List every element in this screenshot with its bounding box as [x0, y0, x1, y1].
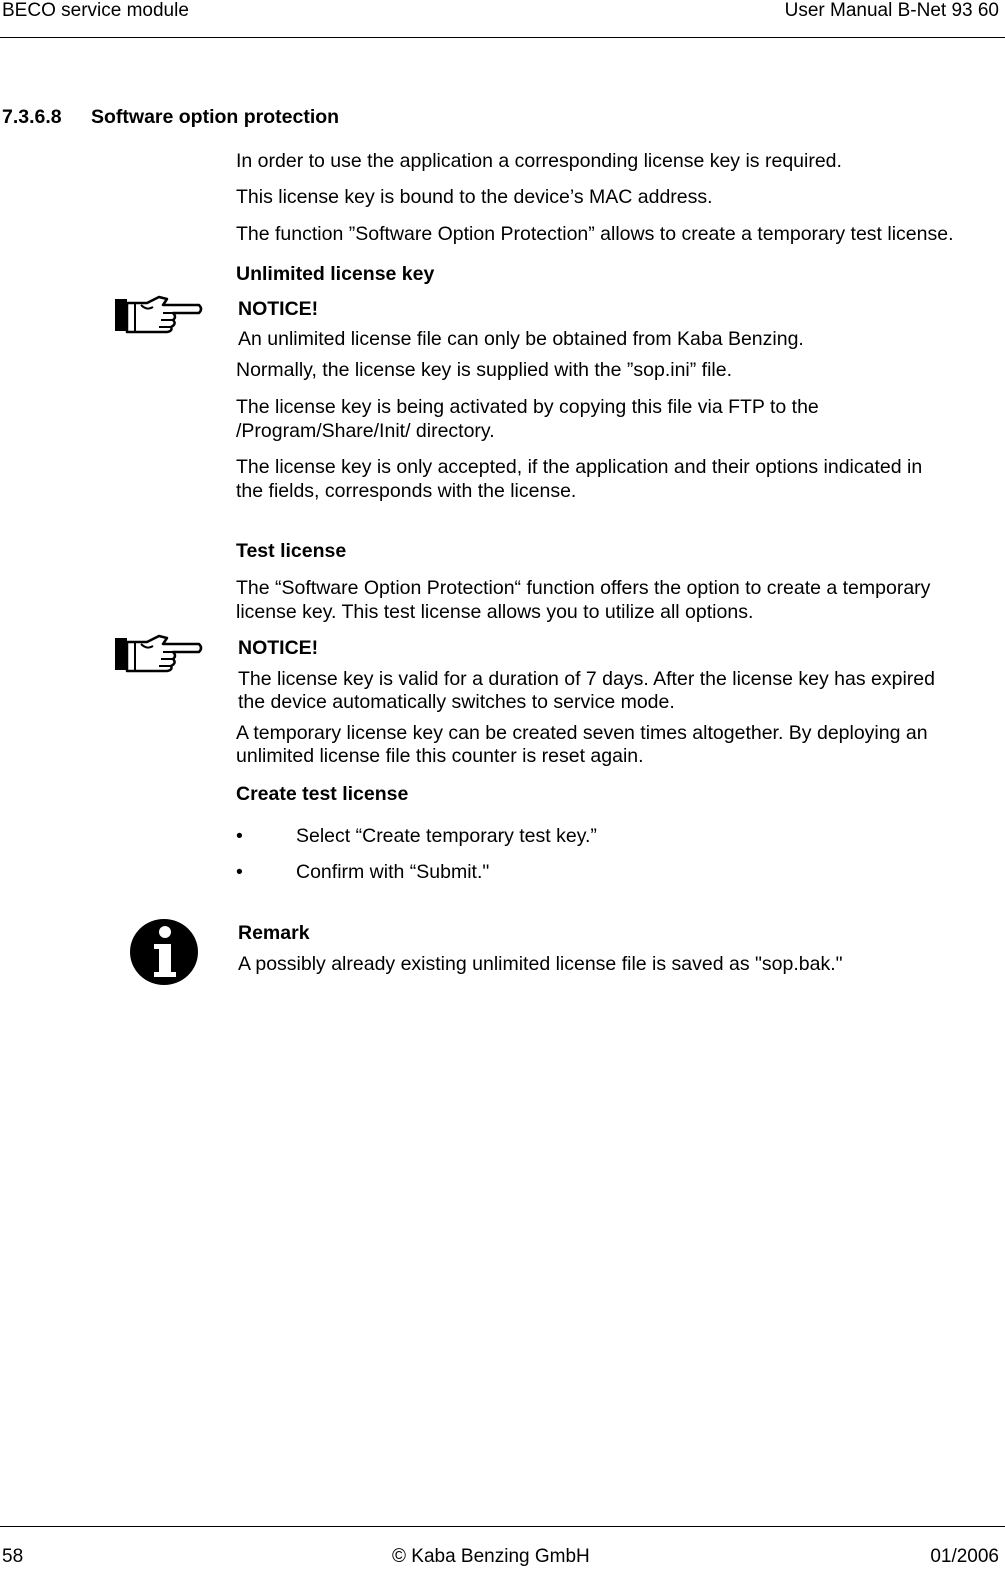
section-title: Software option protection [91, 106, 340, 128]
unlimited-para-3-line-2: the fields, corresponds with the license. [236, 480, 577, 502]
footer-page-number: 58 [2, 1546, 24, 1567]
remark-text: A possibly already existing unlimited license file is saved as "sop.bak." [238, 953, 843, 975]
footer-date: 01/2006 [930, 1546, 999, 1567]
test-para-2-line-1: A temporary license key can be created seven times altogether. By deploying an [236, 722, 928, 744]
test-notice-line-2: the device automatically switches to service mode. [238, 691, 675, 713]
footer-rule [0, 1526, 1005, 1527]
intro-line-1: In order to use the application a corresponding license key is required. [236, 150, 842, 172]
header-right: User Manual B-Net 93 60 [784, 0, 999, 21]
unlimited-heading: Unlimited license key [236, 263, 435, 285]
unlimited-para-2-line-1: The license key is being activated by copying this file via FTP to the [236, 396, 819, 418]
remark-title: Remark [238, 922, 310, 944]
pointing-hand-icon [113, 632, 203, 674]
footer-copyright: © Kaba Benzing GmbH [392, 1546, 590, 1567]
test-para-1-line-1: The “Software Option Protection“ function offers the option to create a temporary [236, 577, 931, 599]
test-heading: Test license [236, 540, 347, 562]
unlimited-para-3-line-1: The license key is only accepted, if the application and their options indicated in [236, 456, 923, 478]
test-para-1-line-2: license key. This test license allows you to utilize all options. [236, 601, 754, 623]
intro-line-3: The function ”Software Option Protection” allows to create a temporary test license. [236, 223, 954, 245]
header-left: BECO service module [2, 0, 189, 21]
create-heading: Create test license [236, 783, 409, 805]
pointing-hand-icon [113, 293, 203, 335]
unlimited-para-1: Normally, the license key is supplied with the ”sop.ini” file. [236, 359, 733, 381]
unlimited-para-2-line-2: /Program/Share/Init/ directory. [236, 420, 495, 442]
unlimited-notice-text: An unlimited license file can only be obtained from Kaba Benzing. [238, 328, 804, 350]
test-para-2-line-2: unlimited license file this counter is reset again. [236, 745, 644, 767]
section-number: 7.3.6.8 [2, 106, 62, 128]
bullet-marker: • [236, 861, 243, 883]
bullet-marker: • [236, 825, 243, 847]
list-item: Select “Create temporary test key.” [296, 825, 597, 847]
header-rule [0, 37, 1005, 38]
test-notice-line-1: The license key is valid for a duration of 7 days. After the license key has expired [238, 668, 935, 690]
info-icon [128, 917, 200, 987]
list-item: Confirm with “Submit." [296, 861, 490, 883]
unlimited-notice-title: NOTICE! [238, 298, 319, 320]
test-notice-title: NOTICE! [238, 637, 319, 659]
intro-line-2: This license key is bound to the device’s MAC address. [236, 186, 713, 208]
